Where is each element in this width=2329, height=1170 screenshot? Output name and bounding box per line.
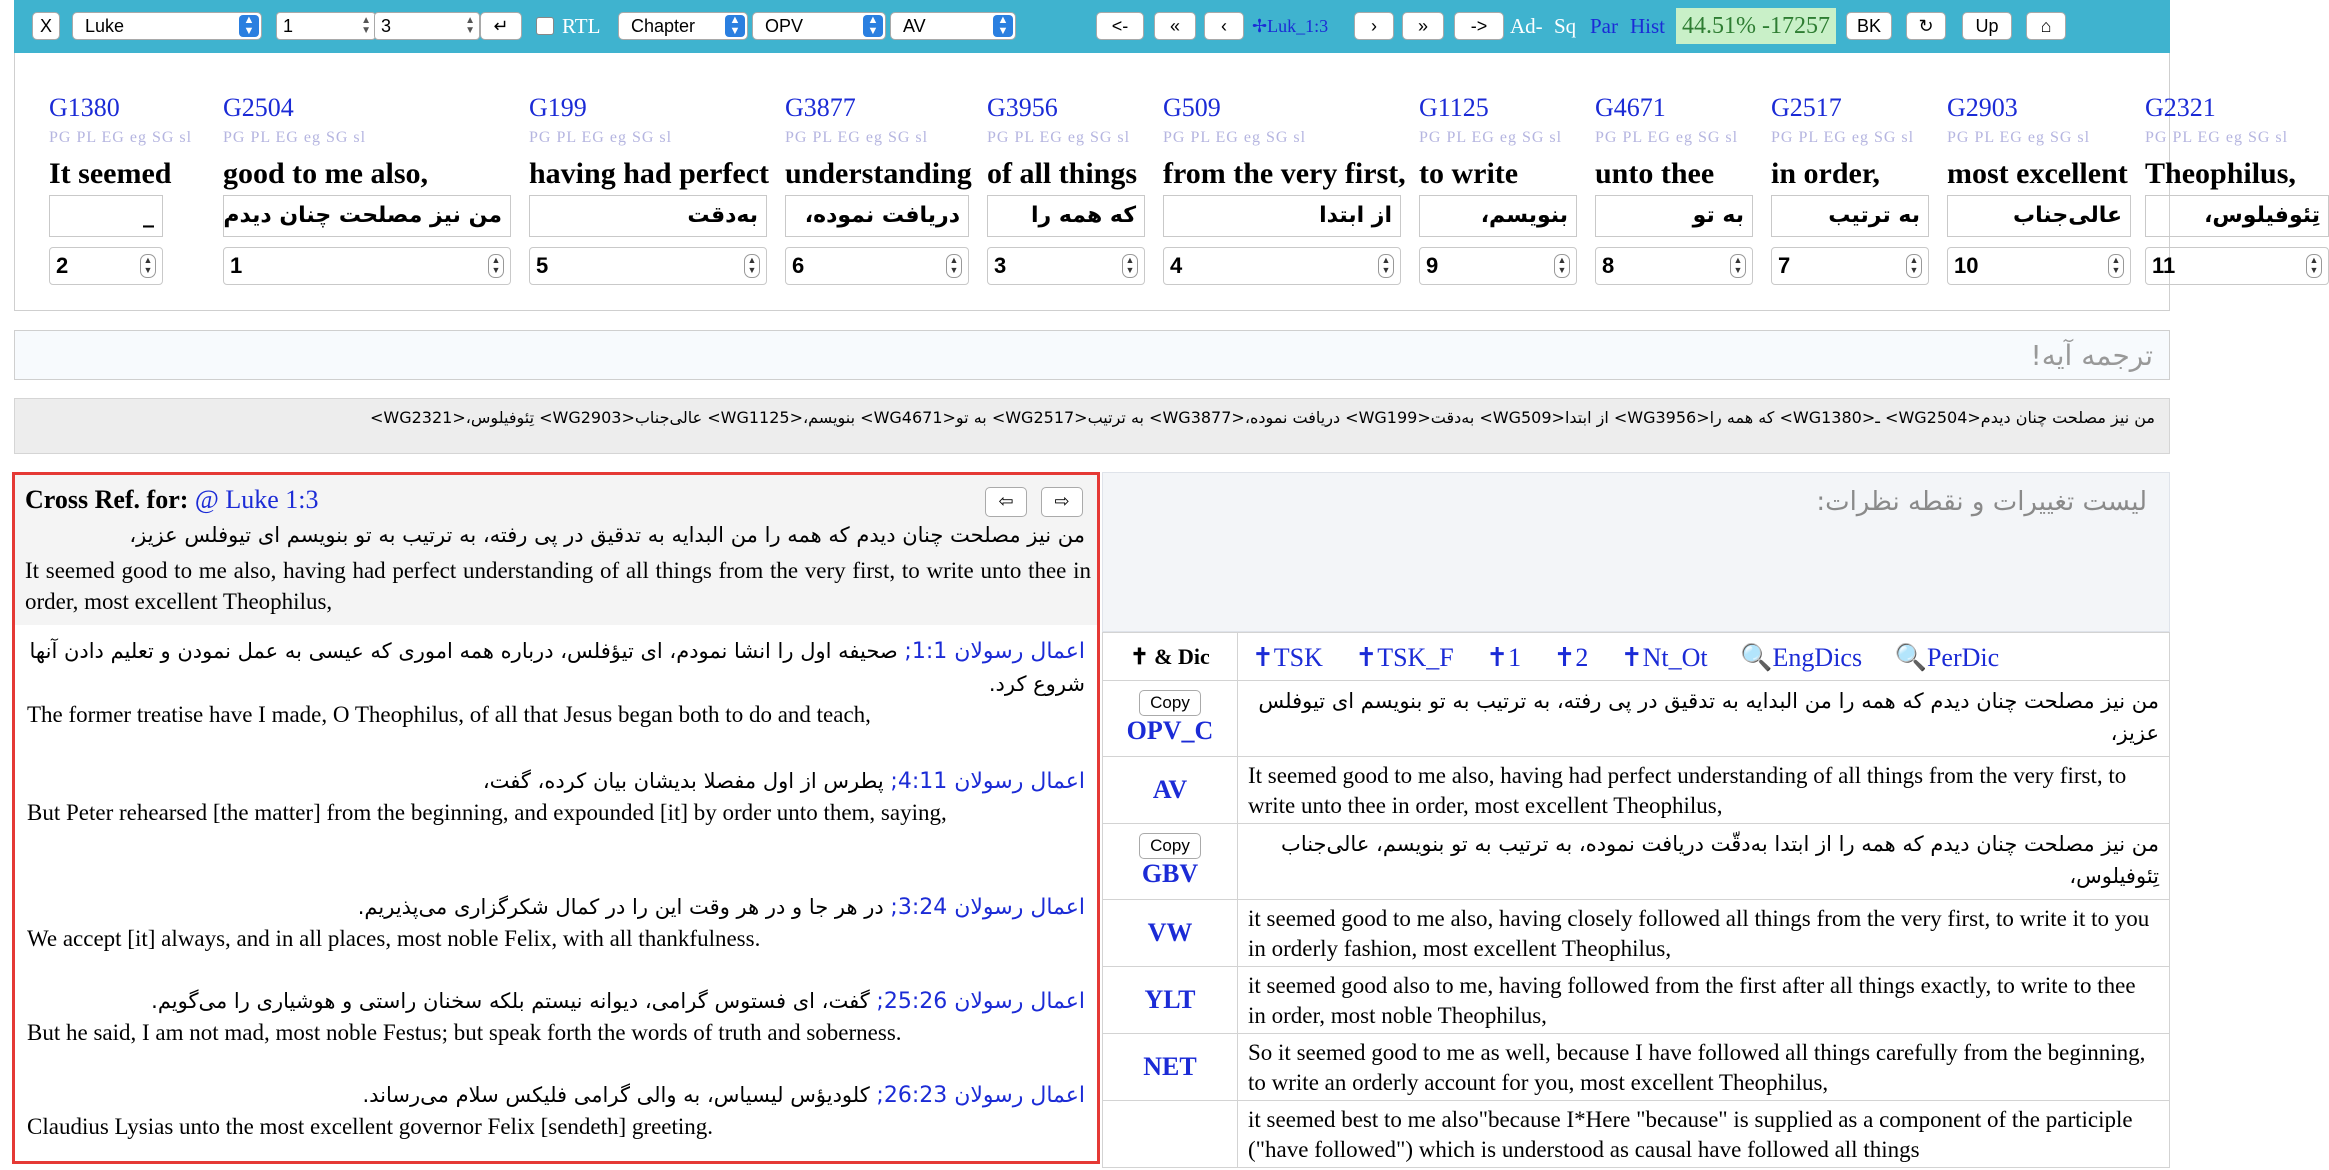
hist-link[interactable]: Hist: [1630, 14, 1666, 38]
spinner-icon: ▲ ▼: [488, 254, 504, 278]
rtl-label: RTL: [562, 14, 601, 38]
lexicon-links[interactable]: PG PL EG eg SG sl: [1595, 129, 1739, 146]
spinner-icon: ▲ ▼: [946, 254, 962, 278]
dic-label: ✝ & Dic: [1103, 633, 1238, 681]
version-text: من نیز مصلحت چنان دیدم که همه را من البدایه به تدقیق در پی رفته، به ترتیب به تو بنویسم ای تیوفلس عزیز،: [1238, 681, 2170, 757]
lexicon-links[interactable]: PG PL EG eg SG sl: [785, 129, 929, 146]
strong-link[interactable]: G1125: [1419, 93, 1489, 122]
order-input[interactable]: 8 ▲ ▼: [1595, 247, 1753, 285]
dictionary-row: [1103, 633, 2170, 681]
nt-ot-link[interactable]: ✝Nt_Ot: [1620, 643, 1708, 672]
persian-word-input[interactable]: به‌دقت: [529, 195, 767, 237]
last-verse-button[interactable]: »: [1402, 12, 1444, 40]
chapter-input[interactable]: 1 ▲ ▼: [276, 12, 376, 40]
strong-link[interactable]: G1380: [49, 93, 120, 122]
cross-reference-link[interactable]: اعمال رسولان 3:24;: [890, 895, 1085, 920]
tsk-f-link[interactable]: ✝TSK_F: [1355, 643, 1454, 672]
chevron-updown-icon: ▲ ▼: [239, 15, 259, 37]
cross-reference-persian: اعمال رسولان 25:26; گفت، ای فستوس گرامی، دیوانه نیستم بلکه سخنان راستی و هوشیاری را می‌گویم.: [151, 989, 1085, 1014]
rtl-checkbox[interactable]: [536, 17, 554, 35]
spinner-icon: ▲ ▼: [1378, 254, 1394, 278]
persian-word-input[interactable]: به تو: [1595, 195, 1753, 237]
spinner-icon: ▲ ▼: [2306, 254, 2322, 278]
spinner-icon: ▲ ▼: [1122, 254, 1138, 278]
order-input[interactable]: 10 ▲ ▼: [1947, 247, 2131, 285]
lexicon-links[interactable]: PG PL EG eg SG sl: [2145, 129, 2289, 146]
cross-reference-persian: اعمال رسولان 4:11; پطرس از اول مفصلا بدیشان بیان کرده، گفت،: [482, 769, 1085, 794]
first-verse-button[interactable]: «: [1154, 12, 1196, 40]
version-name-link[interactable]: AV: [1103, 757, 1238, 824]
refresh-button[interactable]: ↻: [1906, 12, 1946, 40]
prev-arrow-button[interactable]: ⇦: [985, 487, 1027, 517]
order-input[interactable]: 1 ▲ ▼: [223, 247, 511, 285]
versions-table: [1102, 632, 2170, 1168]
spinner-icon: ▲ ▼: [140, 254, 156, 278]
lexicon-links[interactable]: PG PL EG eg SG sl: [223, 129, 367, 146]
next-verse-button[interactable]: ›: [1354, 12, 1394, 40]
persian-word-input[interactable]: به ترتیب: [1771, 195, 1929, 237]
progress-readout: 44.51% -17257: [1676, 8, 1836, 44]
english-word: It seemed: [49, 157, 172, 190]
version-row: [1103, 824, 2170, 900]
version-name-link[interactable]: OPV_C: [1126, 716, 1214, 745]
cross-reference-item: [27, 635, 1085, 729]
version-row: [1103, 967, 2170, 1034]
lexicon-links[interactable]: PG PL EG eg SG sl: [1947, 129, 2091, 146]
version-name-link[interactable]: YLT: [1103, 967, 1238, 1034]
version-row: [1103, 900, 2170, 967]
strong-link[interactable]: G3956: [987, 93, 1058, 122]
cross-reference-link[interactable]: اعمال رسولان 4:11;: [890, 769, 1085, 794]
version-row: [1103, 681, 2170, 757]
order-input[interactable]: 6 ▲ ▼: [785, 247, 969, 285]
order-input[interactable]: 5 ▲ ▼: [529, 247, 767, 285]
scope-select[interactable]: Chapter ▲ ▼: [618, 12, 748, 40]
cross-reference-persian: اعمال رسولان 26:23; کلودیؤس لیسیاس، به والی گرامی فلیکس سلام می‌رساند.: [362, 1083, 1085, 1108]
lexicon-links[interactable]: PG PL EG eg SG sl: [1419, 129, 1563, 146]
spinner-icon: ▲ ▼: [465, 15, 475, 36]
spinner-icon: ▲ ▼: [2108, 254, 2124, 278]
cross-reference-english: But he said, I am not mad, most noble Festus; but speak forth the words of truth and soberness.: [27, 1020, 902, 1045]
lexicon-links[interactable]: PG PL EG eg SG sl: [529, 129, 673, 146]
cross-reference-header: [15, 475, 1097, 625]
lexicon-links[interactable]: PG PL EG eg SG sl: [1163, 129, 1307, 146]
version1-select[interactable]: OPV ▲ ▼: [752, 12, 886, 40]
ad-link[interactable]: Ad-: [1510, 14, 1543, 38]
order-input[interactable]: 9 ▲ ▼: [1419, 247, 1577, 285]
bookmark-button[interactable]: BK: [1846, 12, 1892, 40]
english-word: good to me also,: [223, 157, 428, 190]
strong-link[interactable]: G4671: [1595, 93, 1666, 122]
english-word: of all things: [987, 157, 1138, 190]
strong-link[interactable]: G2517: [1771, 93, 1842, 122]
spinner-icon: ▲ ▼: [361, 15, 371, 36]
strong-link[interactable]: G509: [1163, 93, 1221, 122]
english-word: to write: [1419, 157, 1519, 190]
cross-reference-item: [27, 1079, 1085, 1141]
par-link[interactable]: Par: [1590, 14, 1618, 38]
persian-word-input[interactable]: عالی‌جناب: [1947, 195, 2131, 237]
cross-reference-english: We accept [it] always, and in all places, most noble Felix, with all thankfulness.: [27, 926, 761, 951]
version-row: [1103, 1034, 2170, 1101]
cross-reference-panel: [12, 472, 1100, 1164]
version-text: So it seemed good to me as well, because I have followed all things carefully from the beginning, to write an orderly account for you, most excellent Theophilus,: [1238, 1034, 2170, 1101]
book-select[interactable]: Luke ▲ ▼: [72, 12, 262, 40]
strong-link[interactable]: G2504: [223, 93, 294, 122]
toolbar: [14, 0, 2170, 53]
xref2-link[interactable]: ✝2: [1553, 643, 1589, 672]
chevron-updown-icon: ▲ ▼: [863, 15, 883, 37]
english-word: most excellent: [1947, 157, 2128, 190]
version-row: [1103, 1101, 2170, 1168]
cross-reference-english: Claudius Lysias unto the most excellent governor Felix [sendeth] greeting.: [27, 1114, 714, 1139]
verse-ref-link[interactable]: ✢Luk_1:3: [1252, 16, 1329, 36]
prev-verse-button[interactable]: ‹: [1204, 12, 1244, 40]
cross-reference-english: The former treatise have I made, O Theophilus, of all that Jesus began both to do and teach,: [27, 702, 871, 727]
copy-button[interactable]: Copy: [1139, 690, 1201, 716]
strong-link[interactable]: G2903: [1947, 93, 2018, 122]
lexicon-links[interactable]: PG PL EG eg SG sl: [49, 129, 193, 146]
cross-reference-link[interactable]: اعمال رسولان 1:1;: [904, 639, 1085, 664]
changes-notes-title: لیست تغییرات و نقطه نظرات:: [1102, 472, 2170, 632]
version-row: [1103, 757, 2170, 824]
enter-button[interactable]: ↵: [480, 12, 522, 40]
version-text: It seemed good to me also, having had perfect understanding of all things from the very first, to write unto thee in order, most excellent Theophilus,: [1238, 757, 2170, 824]
persian-word-input[interactable]: دریافت نموده،: [785, 195, 969, 237]
tagged-verse-text: من نیز مصلحت چنان دیدم<WG2504> ـ<WG1380> که همه را<WG3956> از ابتدا<WG509> به‌دقت<WG199> دریافت نموده،<WG3877> به ترتیب<WG2517> به تو<WG4671> بنویسم،<WG1125> عالی‌جناب<WG2903> تِئوفیلوس،<WG2321>: [14, 398, 2170, 454]
cross-reference-verse-link[interactable]: @ Luke 1:3: [194, 485, 319, 514]
english-word: in order,: [1771, 157, 1880, 190]
cross-reference-item: [27, 891, 1085, 953]
verse-english: It seemed good to me also, having had perfect understanding of all things from the very first, to write unto thee in order, most excellent Theophilus,: [25, 558, 1091, 614]
strong-link[interactable]: G199: [529, 93, 587, 122]
persian-word-input[interactable]: _: [49, 195, 163, 237]
lexicon-links[interactable]: PG PL EG eg SG sl: [1771, 129, 1915, 146]
cross-reference-link[interactable]: اعمال رسولان 25:26;: [876, 989, 1085, 1014]
verse-translation-input[interactable]: ترجمه آیه!: [14, 330, 2170, 380]
cross-reference-title: Cross Ref. for: @ Luke 1:3: [25, 485, 319, 514]
english-word: having had perfect: [529, 157, 769, 190]
cross-reference-item: [27, 765, 1085, 827]
copy-button[interactable]: Copy: [1139, 833, 1201, 859]
xref1-link[interactable]: ✝1: [1486, 643, 1522, 672]
spinner-icon: ▲ ▼: [1554, 254, 1570, 278]
chevron-updown-icon: ▲ ▼: [725, 15, 745, 37]
per-dic-link[interactable]: 🔍PerDic: [1894, 643, 2000, 672]
spinner-icon: ▲ ▼: [1906, 254, 1922, 278]
sq-link[interactable]: Sq: [1554, 14, 1577, 38]
order-input[interactable]: 2 ▲ ▼: [49, 247, 163, 285]
tsk-link[interactable]: ✝TSK: [1252, 643, 1323, 672]
cross-reference-link[interactable]: اعمال رسولان 26:23;: [876, 1083, 1085, 1108]
english-word: Theophilus,: [2145, 157, 2296, 190]
version-text: من نیز مصلحت چنان دیدم که همه را از ابتدا به‌دقّت دریافت نموده، به ترتیب به تو بنویسم، عالی‌جناب تِئوفیلوس،: [1238, 824, 2170, 900]
chevron-updown-icon: ▲ ▼: [993, 15, 1013, 37]
english-word: unto thee: [1595, 157, 1715, 190]
strong-link[interactable]: G2321: [2145, 93, 2216, 122]
next-chapter-button[interactable]: ->: [1454, 12, 1504, 40]
order-input[interactable]: 11 ▲ ▼: [2145, 247, 2329, 285]
interlinear-panel: [14, 53, 2320, 311]
dictionary-tools: [1238, 633, 2170, 681]
persian-word-input[interactable]: بنویسم،: [1419, 195, 1577, 237]
spinner-icon: ▲ ▼: [1730, 254, 1746, 278]
cross-reference-persian: اعمال رسولان 1:1; صحیفه اول را انشا نمودم، ای تیؤفلس، درباره همه اموری که عیسی به عمل نمودن و تعلیم دادن آنها شروع کرد.: [29, 639, 1085, 696]
cross-reference-english: But Peter rehearsed [the matter] from the beginning, and expounded [it] by order unto them, saying,: [27, 800, 947, 825]
version-label: [1103, 681, 1238, 757]
version-label: [1103, 824, 1238, 900]
verse-persian: من نیز مصلحت چنان دیدم که همه را من البدایه به تدقیق در پی رفته، به ترتیب به تو بنویسم ای تیوفلس عزیز،: [129, 523, 1085, 547]
cross-reference-item: [27, 985, 1085, 1047]
spinner-icon: ▲ ▼: [744, 254, 760, 278]
version-text: it seemed good also to me, having followed from the first after all things exactly, to write to thee in order, most noble Theophilus,: [1238, 967, 2170, 1034]
english-word: understanding: [785, 157, 972, 190]
version-name-link[interactable]: [1103, 1101, 1238, 1168]
prev-chapter-button[interactable]: <-: [1096, 12, 1144, 40]
english-word: from the very first,: [1163, 157, 1406, 190]
version2-select[interactable]: AV ▲ ▼: [890, 12, 1016, 40]
order-input[interactable]: 4 ▲ ▼: [1163, 247, 1401, 285]
version-name-link[interactable]: GBV: [1141, 859, 1199, 888]
close-button[interactable]: X: [32, 12, 60, 40]
version-name-link[interactable]: VW: [1103, 900, 1238, 967]
version-name-link[interactable]: NET: [1103, 1034, 1238, 1101]
persian-word-input[interactable]: از ابتدا: [1163, 195, 1401, 237]
strong-link[interactable]: G3877: [785, 93, 856, 122]
order-input[interactable]: 3 ▲ ▼: [987, 247, 1145, 285]
persian-word-input[interactable]: تِئوفیلوس،: [2145, 195, 2329, 237]
versions-panel: [1102, 472, 2170, 1170]
persian-word-input[interactable]: من نیز مصلحت چنان دیدم: [223, 195, 511, 237]
order-input[interactable]: 7 ▲ ▼: [1771, 247, 1929, 285]
persian-word-input[interactable]: که همه را: [987, 195, 1145, 237]
version-text: it seemed good to me also, having closely followed all things from the very first, to write it to you in orderly fashion, most excellent Theophilus,: [1238, 900, 2170, 967]
lexicon-links[interactable]: PG PL EG eg SG sl: [987, 129, 1131, 146]
cross-reference-persian: اعمال رسولان 3:24; در هر جا و در هر وقت این را در کمال شکرگزاری می‌پذیریم.: [357, 895, 1085, 920]
verse-input[interactable]: 3 ▲ ▼: [374, 12, 480, 40]
eng-dics-link[interactable]: 🔍EngDics: [1740, 643, 1863, 672]
version-text: it seemed best to me also"because I*Here "because" is supplied as a component of the participle ("have followed") which is understood as causal have followed all things: [1238, 1101, 2170, 1168]
up-button[interactable]: Up: [1962, 12, 2012, 40]
next-arrow-button[interactable]: ⇨: [1041, 487, 1083, 517]
home-button[interactable]: ⌂: [2026, 12, 2066, 40]
